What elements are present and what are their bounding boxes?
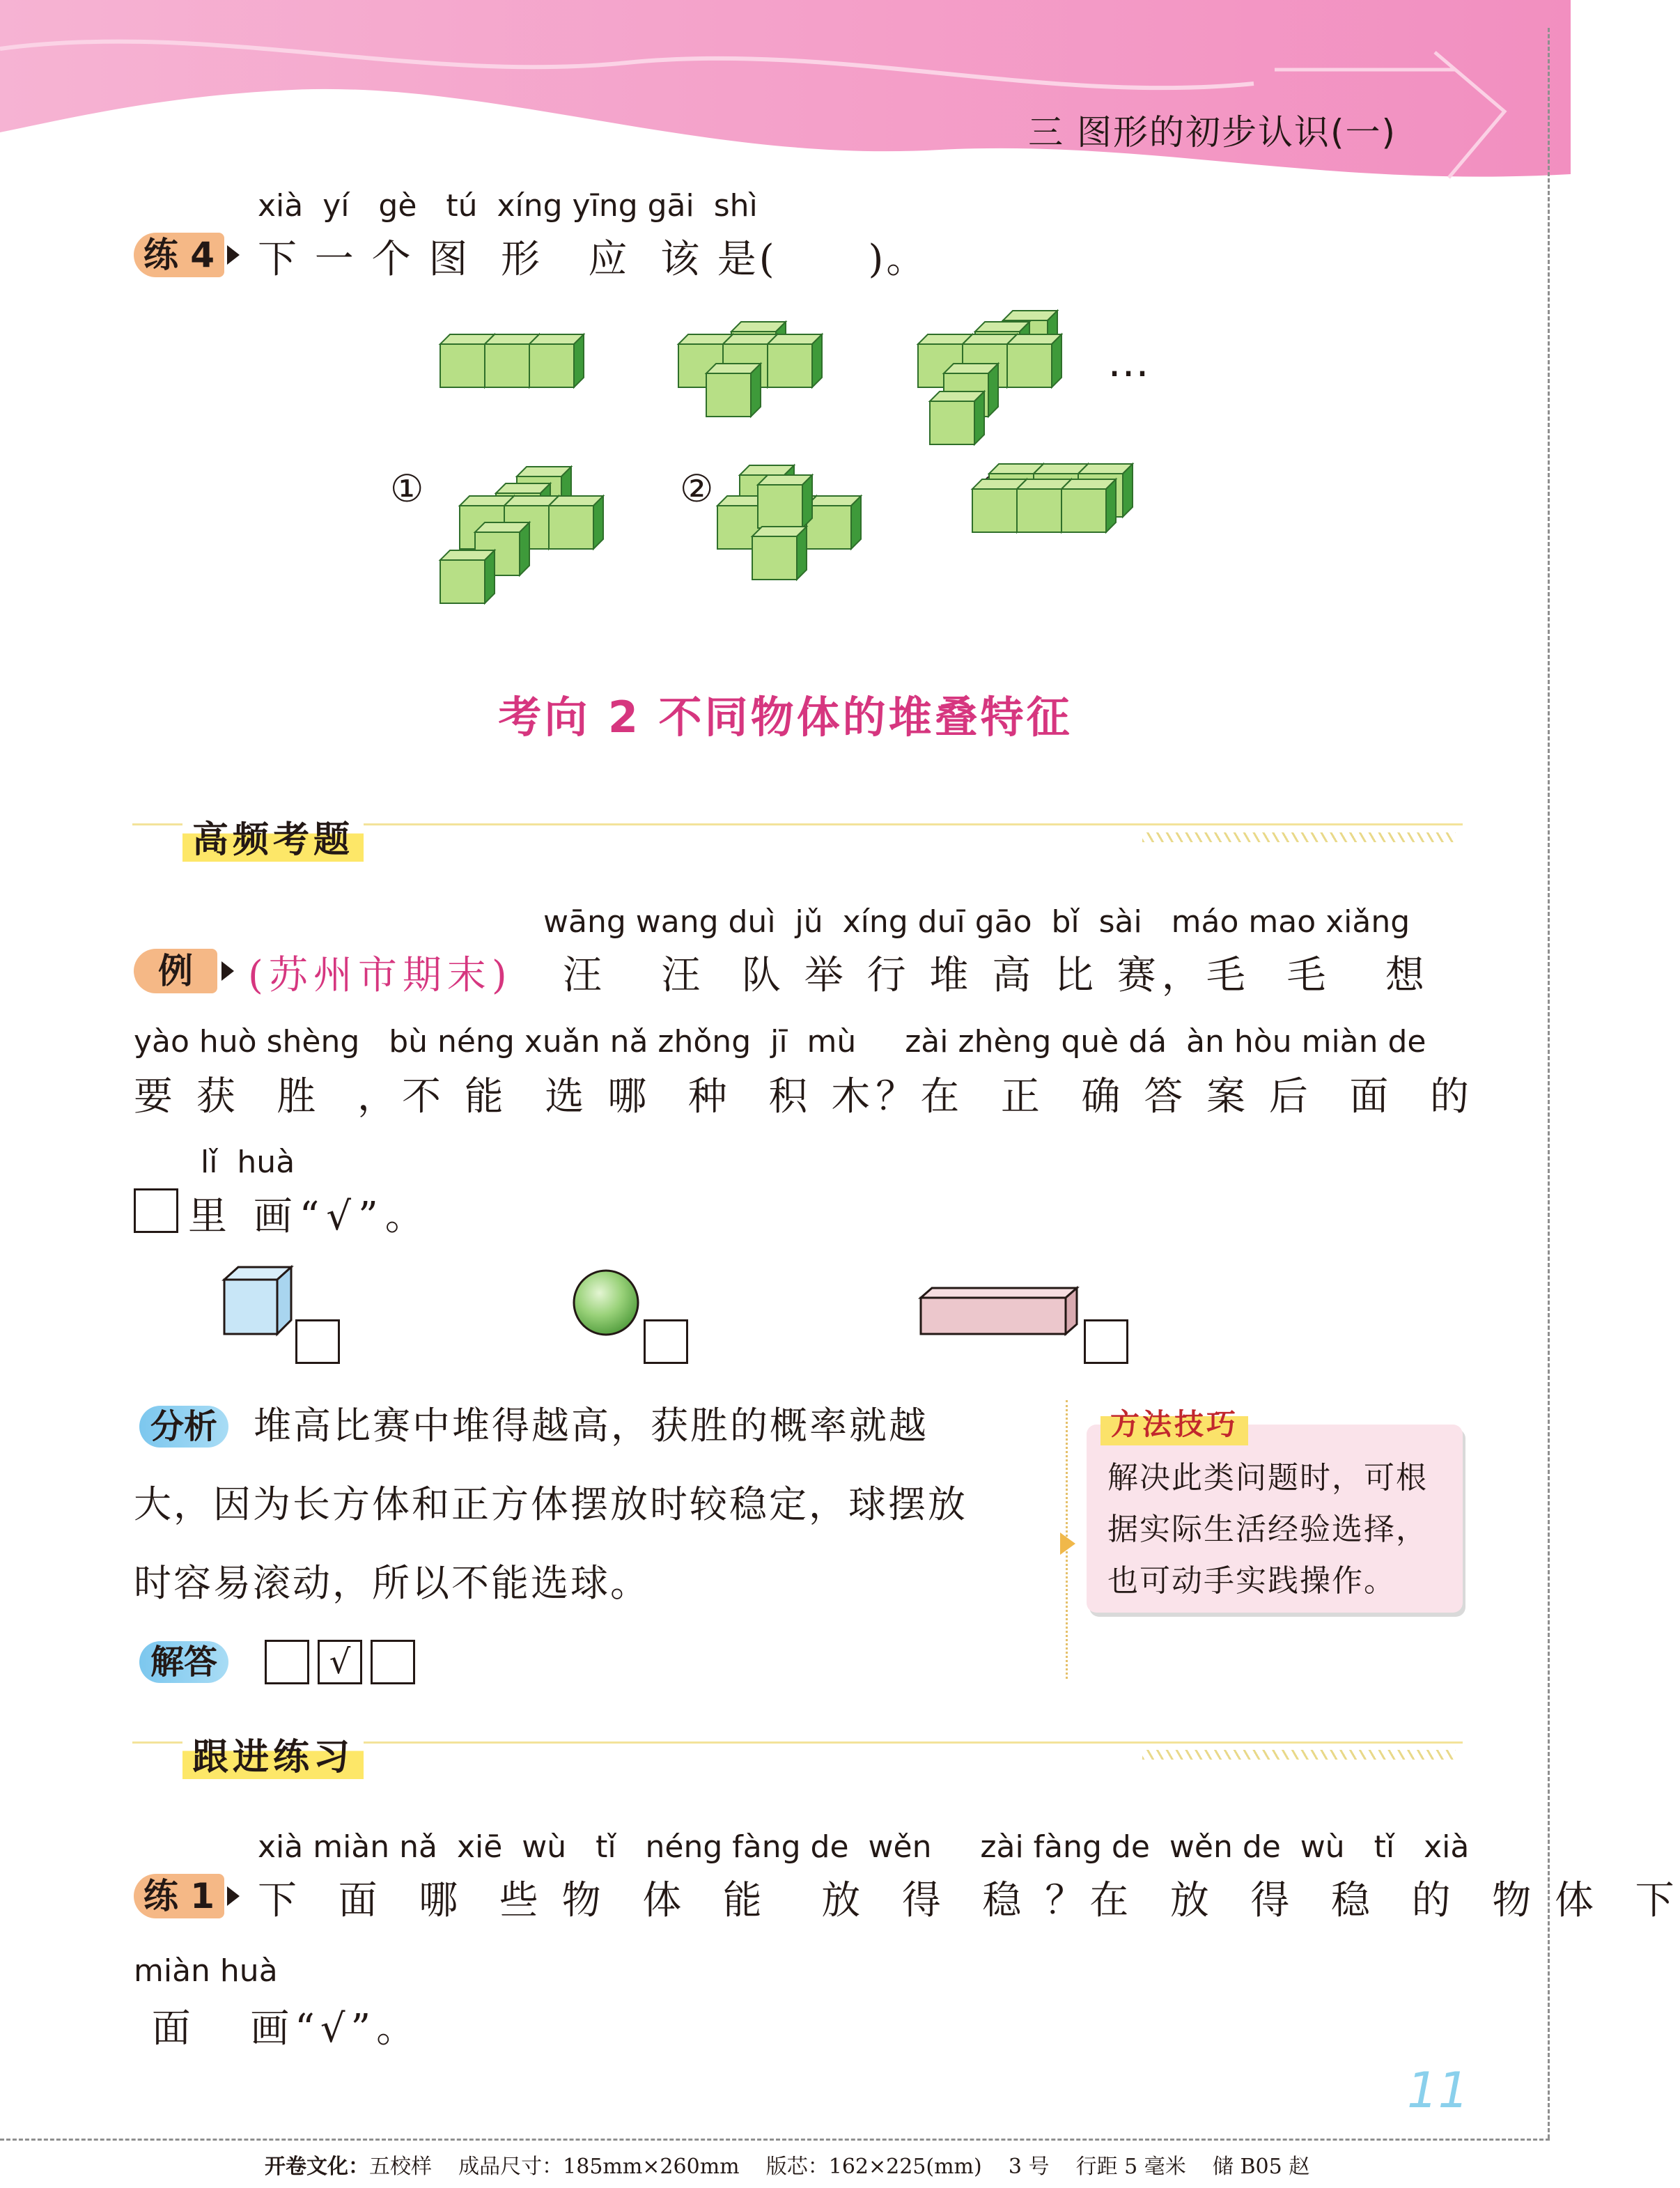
cuboid-solid xyxy=(921,1288,1077,1334)
example-inline-box xyxy=(134,1188,178,1233)
pattern-1 xyxy=(440,334,584,387)
example-line1-text: 汪 汪 队 举 行 堆 高 比 赛，毛 毛 想 xyxy=(563,953,1430,998)
ex4-pinyin: xià yí gè tú xíng yīng gāi shì xyxy=(258,188,758,224)
option-1-figure[interactable] xyxy=(440,467,603,603)
tip-line-3: 也可动手实践操作。 xyxy=(1107,1563,1396,1599)
tag-arrow-icon xyxy=(227,245,240,265)
answer-box-cube xyxy=(265,1640,309,1684)
analysis-tag: 分析 xyxy=(139,1406,228,1448)
example-line2-text: 要 获 胜 ，不 能 选 哪 种 积 木？在 正 确 答 案 后 面 的 xyxy=(134,1074,1475,1119)
page-number: 11 xyxy=(1407,2062,1470,2119)
tip-heading: 方法技巧 xyxy=(1100,1404,1248,1445)
example-line2-pinyin: yào huò shèng bù néng xuǎn nǎ zhǒng jī mù zài zhèng què dá àn hòu miàn de xyxy=(134,1024,1426,1060)
ex1-line2-text: 面 画“√”。 xyxy=(134,2006,421,2051)
header-banner xyxy=(0,0,1571,195)
ex1-line2-pinyin: miàn huà xyxy=(134,1953,278,1989)
answer-box-cuboid xyxy=(371,1640,415,1684)
ex1-tag: 练 1 xyxy=(134,1874,224,1918)
high-frequency-tag: 高频考题 xyxy=(182,818,364,862)
pattern-3 xyxy=(918,311,1061,444)
analysis-line-3: 时容易滚动，所以不能选球。 xyxy=(134,1561,650,1605)
ex1-line1-text: 下 面 哪 些 物 体 能 放 得 稳 ？在 放 得 稳 的 物 体 下 xyxy=(258,1878,1680,1923)
example-tag: 例 xyxy=(134,949,217,993)
option-1-label: ① xyxy=(390,467,424,511)
cube-sequence-figure xyxy=(390,313,1219,627)
option-2-figure[interactable] xyxy=(717,465,861,580)
sphere-solid xyxy=(574,1271,638,1335)
divider-hatch xyxy=(1142,1750,1456,1760)
ex4-question: 下 一 个 图 形 应 该 是( )。 xyxy=(258,237,928,282)
cuboid-answer-box[interactable] xyxy=(1084,1319,1128,1364)
tip-text xyxy=(1107,1452,1456,1607)
section-title: 考向 2 不同物体的堆叠特征 xyxy=(498,692,1073,743)
option-3-figure[interactable] xyxy=(972,464,1133,532)
analysis-line-1: 堆高比赛中堆得越高，获胜的概率就越 xyxy=(254,1404,928,1448)
cube-answer-box[interactable] xyxy=(295,1319,340,1364)
tip-line-2: 据实际生活经验选择， xyxy=(1107,1512,1428,1547)
ex4-tag: 练 4 xyxy=(134,233,224,277)
answer-box-sphere: √ xyxy=(318,1640,362,1684)
trim-line-right xyxy=(1548,28,1550,2139)
ex1-line1-pinyin: xià miàn nǎ xiē wù tǐ néng fàng de wěn zài fàng de wěn de wù tǐ xià xyxy=(258,1829,1470,1865)
trim-line-bottom xyxy=(0,2139,1550,2141)
tip-pointer-icon xyxy=(1060,1533,1075,1555)
print-footer xyxy=(265,2149,1309,2180)
footer-brand: 开卷文化： xyxy=(265,2155,369,2179)
example-line3-text: 里 画“√”。 xyxy=(188,1194,431,1239)
cube-solid xyxy=(224,1267,291,1334)
tip-line-1: 解决此类问题时，可根 xyxy=(1107,1460,1428,1496)
analysis-line-2: 大，因为长方体和正方体摆放时较稳定，球摆放 xyxy=(134,1482,967,1526)
answer-tag: 解答 xyxy=(139,1641,228,1683)
example-line3-pinyin: lǐ huà xyxy=(201,1145,295,1180)
divider-hatch xyxy=(1142,832,1456,842)
sphere-answer-box[interactable] xyxy=(644,1319,688,1364)
chapter-title: 三 图形的初步认识(一) xyxy=(1028,112,1397,153)
footer-info: 五校样 成品尺寸：185mm×260mm 版芯：162×225(mm) 3 号 行距 5 毫米 储 B05 赵 xyxy=(369,2155,1310,2179)
tag-arrow-icon xyxy=(221,961,234,981)
ellipsis: … xyxy=(1107,338,1149,387)
pattern-2 xyxy=(678,322,822,417)
option-2-label: ② xyxy=(680,467,714,511)
follow-up-tag: 跟进练习 xyxy=(182,1736,364,1779)
tag-arrow-icon xyxy=(227,1886,240,1906)
example-line1-pinyin: wāng wang duì jǔ xíng duī gāo bǐ sài máo mao xiǎng xyxy=(543,904,1410,940)
example-source: (苏州市期末) xyxy=(248,953,513,998)
